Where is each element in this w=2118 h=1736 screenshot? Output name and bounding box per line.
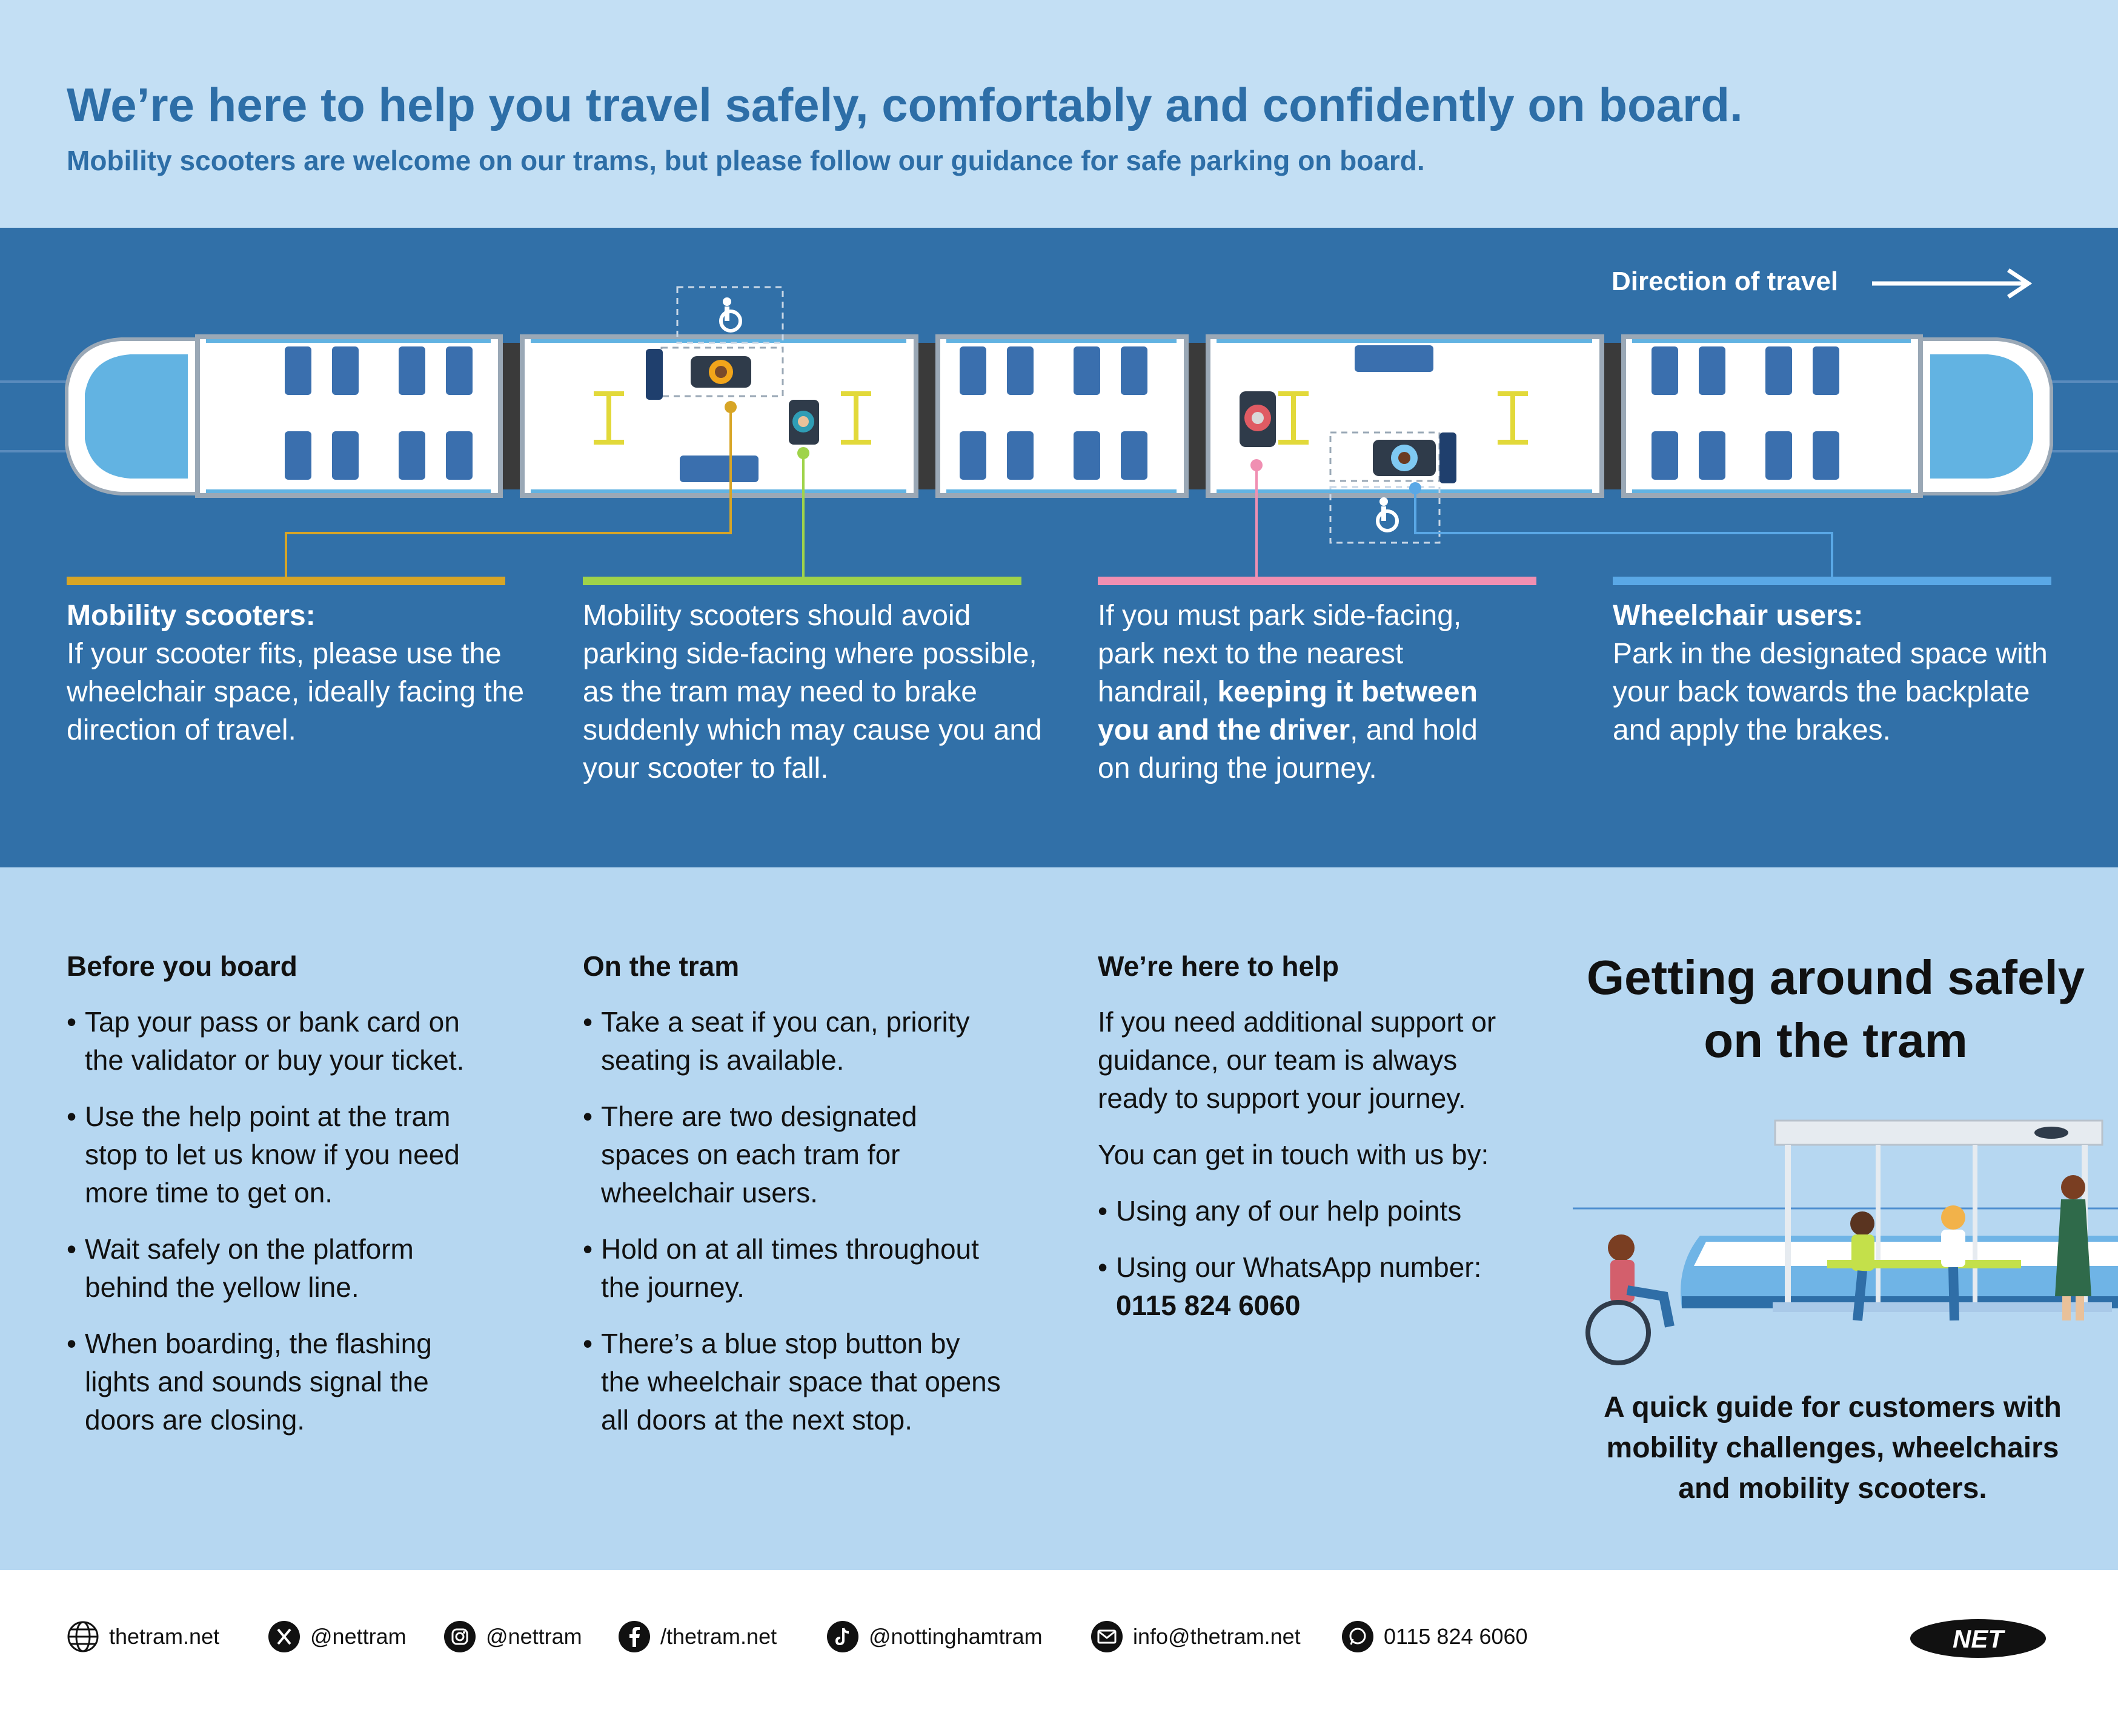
net-logo [1908, 1617, 2048, 1660]
globe-icon [67, 1620, 99, 1653]
handrail-tip-text-end: , and hold on during the journey. [1098, 714, 1478, 784]
list-item: • There’s a blue stop button by the wheelchair space that opens all doors at the next stop. [583, 1325, 1001, 1439]
list-item: • Using any of our help points [1098, 1192, 1534, 1230]
whatsapp-number: 0115 824 6060 [1116, 1290, 1301, 1321]
handrail-tip-bar [1098, 577, 1536, 585]
list-item: • There are two designated spaces on each tram for wheelchair users. [583, 1098, 1001, 1212]
list-item [1098, 1248, 1534, 1325]
help-intro: If you need additional support or guidance, our team is always ready to support your journey. [1098, 1006, 1496, 1114]
guide-title: Getting around safely on the tram [1586, 950, 2085, 1067]
handrail-tip-text: If you must park side-facing, park next to the nearest handrail, [1098, 600, 1462, 708]
before-you-board-list [67, 1003, 503, 1457]
whatsapp-text: 0115 824 6060 [1384, 1624, 1528, 1649]
list-item: • Hold on at all times throughout the journey. [583, 1230, 1001, 1307]
footer-whatsapp[interactable] [1341, 1618, 1528, 1655]
x-handle-text: @nettram [310, 1624, 407, 1649]
facebook-text: /thetram.net [660, 1624, 777, 1649]
before-you-board-title: Before you board [67, 950, 297, 982]
website-text: thetram.net [109, 1624, 220, 1649]
instagram-text: @nettram [486, 1624, 582, 1649]
wheelchair-tip-text: Park in the designated space with your back towards the backplate and apply the brakes. [1613, 638, 2048, 746]
contact-intro: You can get in touch with us by: [1098, 1139, 1489, 1170]
list-item: • Wait safely on the platform behind the yellow line. [67, 1230, 503, 1307]
x-logo-icon [268, 1620, 300, 1653]
logo-text: NET [1953, 1625, 2003, 1653]
footer-website[interactable] [67, 1618, 219, 1655]
footer-email[interactable] [1091, 1618, 1301, 1655]
page-headline: We’re here to help you travel safely, comfortably and confidently on board. [67, 78, 1743, 131]
whatsapp-icon [1341, 1620, 1374, 1653]
side-facing-tip [583, 597, 1043, 787]
tiktok-text: @nottinghamtram [869, 1624, 1043, 1649]
footer-tiktok[interactable] [826, 1618, 1043, 1655]
side-facing-tip-bar [583, 577, 1021, 585]
scooter-tip-text: If your scooter fits, please use the wheelchair space, ideally facing the direction of travel. [67, 638, 525, 746]
list-item: • Use the help point at the tram stop to let us know if you need more time to get on. [67, 1098, 503, 1212]
scooter-tip [67, 597, 527, 749]
tram-top-view-illustration [0, 228, 2118, 867]
side-facing-tip-text: Mobility scooters should avoid parking side-facing where possible, as the tram may need to brake suddenly which may cause you and your scooter to fall. [583, 600, 1042, 784]
list-item: • Tap your pass or bank card on the validator or buy your ticket. [67, 1003, 503, 1079]
scooter-tip-bar [67, 577, 505, 585]
wheelchair-tip-bar [1613, 577, 2051, 585]
whatsapp-label: Using our WhatsApp number: [1116, 1251, 1482, 1283]
footer-x[interactable] [268, 1618, 407, 1655]
handrail-tip [1098, 597, 1516, 787]
list-item: • When boarding, the flashing lights and sounds signal the doors are closing. [67, 1325, 503, 1439]
handrail-tip-emphasis: keeping it between you and the driver [1098, 676, 1478, 746]
wheelchair-tip-heading: Wheelchair users: [1613, 600, 1864, 632]
here-to-help-title: We’re here to help [1098, 950, 1339, 982]
here-to-help-body [1098, 1003, 1534, 1325]
email-text: info@thetram.net [1133, 1624, 1301, 1649]
on-the-tram-title: On the tram [583, 950, 740, 982]
footer-instagram[interactable] [443, 1618, 582, 1655]
list-item: • Take a seat if you can, priority seating is available. [583, 1003, 1001, 1079]
instagram-icon [443, 1620, 476, 1653]
tram-stop-illustration [1573, 1115, 2118, 1369]
on-the-tram-list [583, 1003, 1001, 1457]
wheelchair-tip [1613, 597, 2073, 749]
email-icon [1091, 1620, 1123, 1653]
direction-of-travel-label: Direction of travel [1612, 267, 1839, 296]
facebook-icon [618, 1620, 651, 1653]
page-subheadline: Mobility scooters are welcome on our trams, but please follow our guidance for safe parking on board. [67, 145, 1425, 176]
tiktok-icon [826, 1620, 859, 1653]
footer-facebook[interactable] [618, 1618, 777, 1655]
guide-description: A quick guide for customers with mobility challenges, wheelchairs and mobility scooters. [1604, 1391, 2062, 1505]
scooter-tip-heading: Mobility scooters: [67, 600, 316, 632]
